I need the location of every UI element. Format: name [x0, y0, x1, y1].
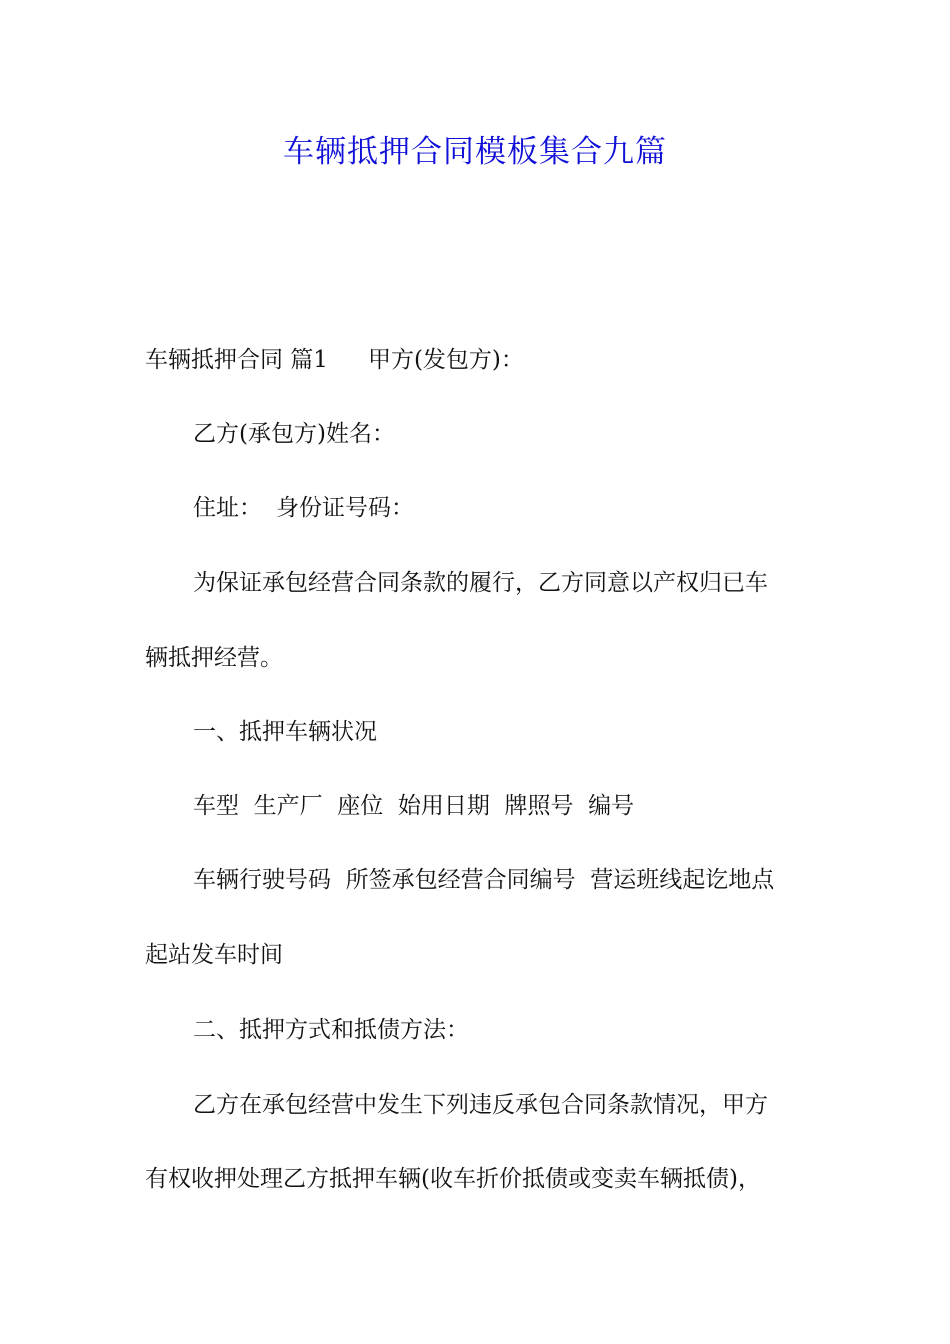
party-a-label: 甲方(发包方)：: [367, 347, 524, 373]
section-2-title: 二、抵押方式和抵债方法：: [193, 1017, 469, 1043]
address-id-line: [193, 490, 863, 526]
vehicle-fields-line-2a: 车辆行驶号码 所签承包经营合同编号 营运班线起讫地点: [193, 867, 775, 893]
vehicle-fields-line-2b: 起站发车时间: [145, 942, 283, 968]
intro-paragraph-line-2: 辆抵押经营。: [145, 645, 283, 671]
intro-paragraph-line-1: 为保证承包经营合同条款的履行，乙方同意以产权归已车: [193, 570, 768, 596]
vehicle-fields-line: 车型 生产厂 座位 始用日期 牌照号 编号: [193, 793, 635, 819]
contract-heading-label: 车辆抵押合同 篇1: [145, 347, 328, 373]
document-title: 车辆抵押合同模板集合九篇: [283, 134, 667, 170]
address-label: 住址：: [193, 495, 262, 521]
section-1-title: 一、抵押车辆状况: [193, 719, 377, 745]
contract-heading-line: [145, 342, 815, 378]
party-b-label: 乙方(承包方)姓名：: [193, 421, 395, 447]
clause-paragraph-line-2: 有权收押处理乙方抵押车辆(收车折价抵债或变卖车辆抵债)，: [145, 1166, 761, 1192]
id-number-label: 身份证号码：: [276, 495, 414, 521]
clause-paragraph-line-1: 乙方在承包经营中发生下列违反承包合同条款情况，甲方: [193, 1092, 768, 1118]
